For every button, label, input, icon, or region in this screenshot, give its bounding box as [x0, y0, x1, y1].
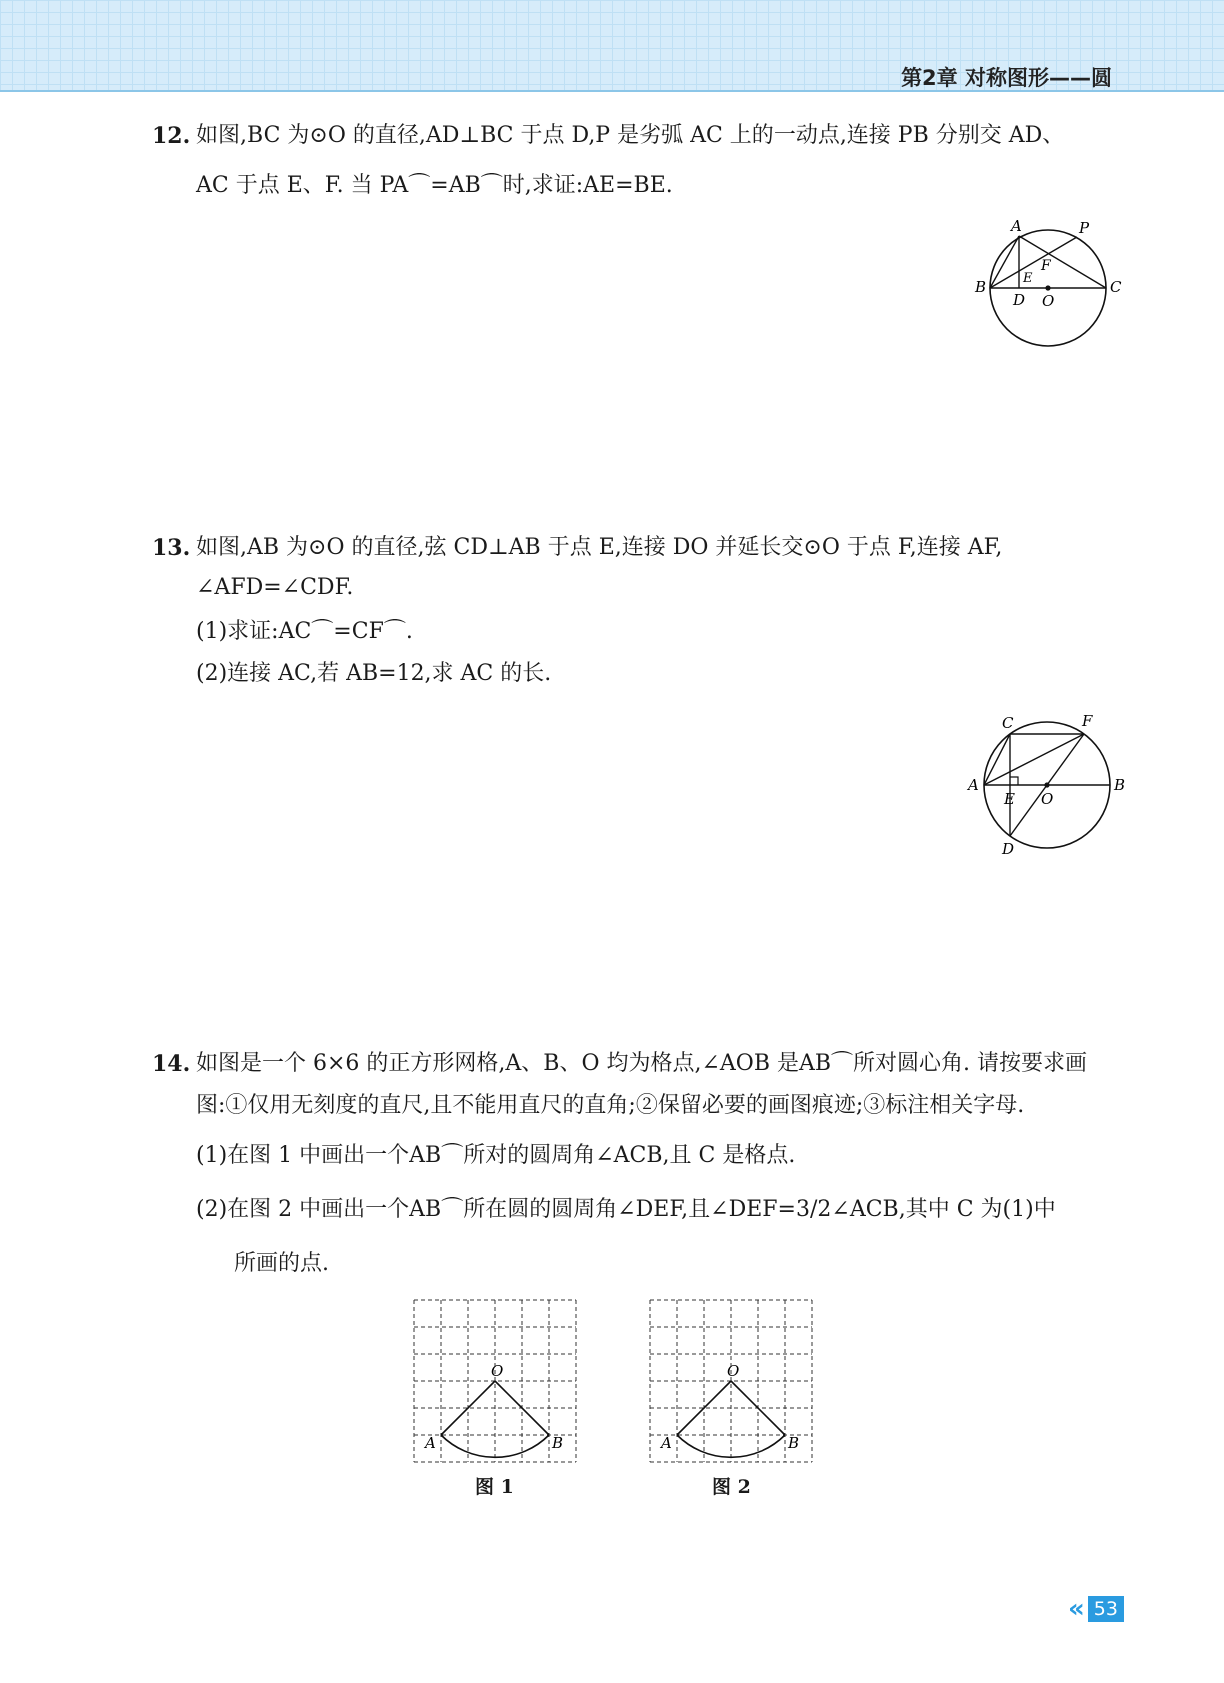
figure-q12-circle	[965, 218, 1135, 352]
question-part: (1)求证:AC⌒=CF⌒.	[196, 619, 413, 644]
label-o: O	[1041, 790, 1054, 808]
question-line: 如图是一个 6×6 的正方形网格,A、B、O 均为格点,∠AOB 是AB⌒所对圆心角. 请按要求画	[196, 1051, 1088, 1076]
label-a: A	[1011, 218, 1022, 235]
double-chevron-left-icon: «	[1068, 1594, 1085, 1624]
question-part: (2)在图 2 中画出一个AB⌒所在圆的圆周角∠DEF,且∠DEF=3/2∠ACB,其中 C 为(1)中	[196, 1197, 1056, 1222]
label-b: B	[788, 1434, 800, 1452]
question-number: 14.	[152, 1051, 191, 1077]
question-line: ∠AFD=∠CDF.	[196, 575, 354, 600]
figure-q13-circle	[962, 710, 1132, 860]
label-a: A	[661, 1434, 672, 1452]
question-part: (1)在图 1 中画出一个AB⌒所对的圆周角∠ACB,且 C 是格点.	[196, 1143, 796, 1168]
label-p: P	[1079, 219, 1090, 237]
page-number: 53	[1088, 1596, 1124, 1622]
label-f: F	[1082, 712, 1093, 730]
label-e: E	[1023, 271, 1033, 286]
label-d: D	[1013, 291, 1026, 309]
label-c: C	[1110, 278, 1122, 296]
label-e: E	[1004, 790, 1015, 808]
label-o: O	[727, 1362, 740, 1380]
question-line: 如图,BC 为⊙O 的直径,AD⊥BC 于点 D,P 是劣弧 AC 上的一动点,连接 PB 分别交 AD、	[196, 123, 1065, 148]
label-o: O	[1042, 292, 1055, 310]
label-b: B	[975, 278, 987, 296]
question-part: (2)连接 AC,若 AB=12,求 AC 的长.	[196, 661, 552, 686]
center-dot	[1044, 782, 1049, 787]
label-a: A	[425, 1434, 436, 1452]
grid-figure-2	[648, 1298, 814, 1464]
label-b: B	[1114, 776, 1126, 794]
question-number: 13.	[152, 535, 191, 561]
question-12	[152, 114, 1132, 208]
label-d: D	[1002, 840, 1015, 858]
caption-figure-1: 图 1	[475, 1476, 514, 1498]
caption-figure-2: 图 2	[712, 1476, 751, 1498]
question-number: 12.	[152, 123, 191, 149]
chapter-title: 第2章 对称图形——圆	[901, 66, 1112, 90]
center-dot	[1045, 285, 1050, 290]
segment-ac	[984, 734, 1010, 785]
label-o: O	[491, 1362, 504, 1380]
question-13	[152, 526, 1132, 696]
grid-figure-1	[412, 1298, 578, 1464]
label-b: B	[552, 1434, 564, 1452]
segment-af	[984, 734, 1084, 785]
question-line: AC 于点 E、F. 当 PA⌒=AB⌒时,求证:AE=BE.	[196, 173, 673, 198]
question-part: 所画的点.	[234, 1251, 329, 1276]
page-number-badge	[1068, 1596, 1124, 1622]
question-line: 图:①仅用无刻度的直尺,且不能用直尺的直角;②保留必要的画图痕迹;③标注相关字母.	[196, 1093, 1025, 1118]
question-line: 如图,AB 为⊙O 的直径,弦 CD⊥AB 于点 E,连接 DO 并延长交⊙O 于点 F,连接 AF,	[196, 535, 1003, 560]
label-c: C	[1002, 714, 1014, 732]
right-angle-mark	[1010, 777, 1018, 785]
label-a: A	[968, 776, 979, 794]
question-14	[152, 1042, 1132, 1286]
label-f: F	[1041, 258, 1051, 274]
